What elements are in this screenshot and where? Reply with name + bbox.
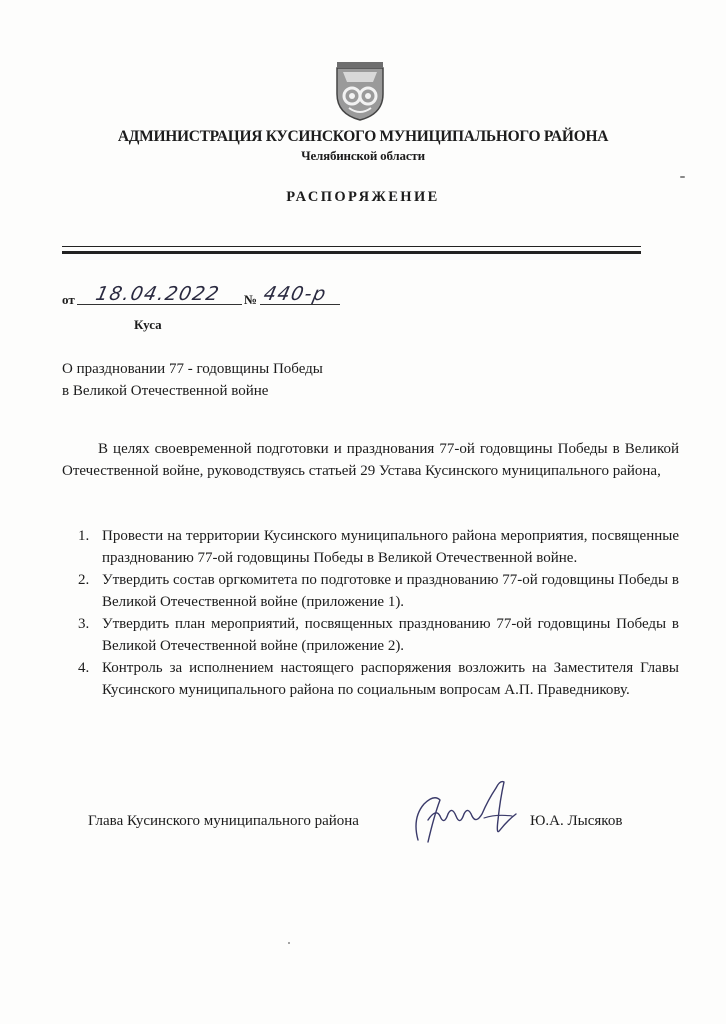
header-divider-thin	[62, 246, 641, 247]
city-name: Куса	[134, 317, 162, 332]
scan-speck	[288, 942, 290, 944]
document-type: РАСПОРЯЖЕНИЕ	[286, 189, 440, 205]
date-value: 18.04.2022	[93, 283, 223, 305]
preamble: В целях своевременной подготовки и празднования 77-ой годовщины Победы в Великой Отечественной войне, руководствуясь статьей 29 Устава Кусинского муниципального района,	[62, 441, 679, 479]
subject-line: О праздновании 77 - годовщины Победы	[62, 361, 323, 377]
list-item: 4. Контроль за исполнением настоящего распоряжения возложить на Заместителя Главы Кусинского муниципального района по социальным вопросам А.П. Праведникову.	[78, 660, 679, 698]
handwritten-signature	[404, 770, 526, 850]
scan-speck	[680, 176, 685, 178]
number-value: 440-р	[261, 283, 330, 305]
document-subject	[62, 358, 323, 402]
list-item: 1. Провести на территории Кусинского муниципального района мероприятия, посвященные празднованию 77-ой годовщины Победы в Великой Отечественной войне.	[78, 528, 679, 566]
subject-line: в Великой Отечественной войне	[62, 383, 269, 399]
header-divider-thick	[62, 251, 641, 254]
order-items	[78, 525, 679, 701]
coat-of-arms-icon	[333, 58, 387, 122]
number-label: №	[244, 292, 258, 307]
organization-title: АДМИНИСТРАЦИЯ КУСИНСКОГО МУНИЦИПАЛЬНОГО РАЙОНА	[117, 128, 609, 145]
organization-region: Челябинской области	[301, 148, 425, 163]
signatory-name: Ю.А. Лысяков	[530, 813, 623, 829]
list-item: 3. Утвердить план мероприятий, посвященных празднованию 77-ой годовщины Победы в Великой Отечественной войне (приложение 2).	[78, 616, 679, 654]
list-item: 2. Утвердить состав оргкомитета по подготовке и празднованию 77-ой годовщины Победы в Великой Отечественной войне (приложение 1).	[78, 572, 679, 610]
date-label: от	[62, 292, 75, 307]
document-meta	[62, 283, 362, 307]
signatory-position: Глава Кусинского муниципального района	[88, 813, 359, 829]
